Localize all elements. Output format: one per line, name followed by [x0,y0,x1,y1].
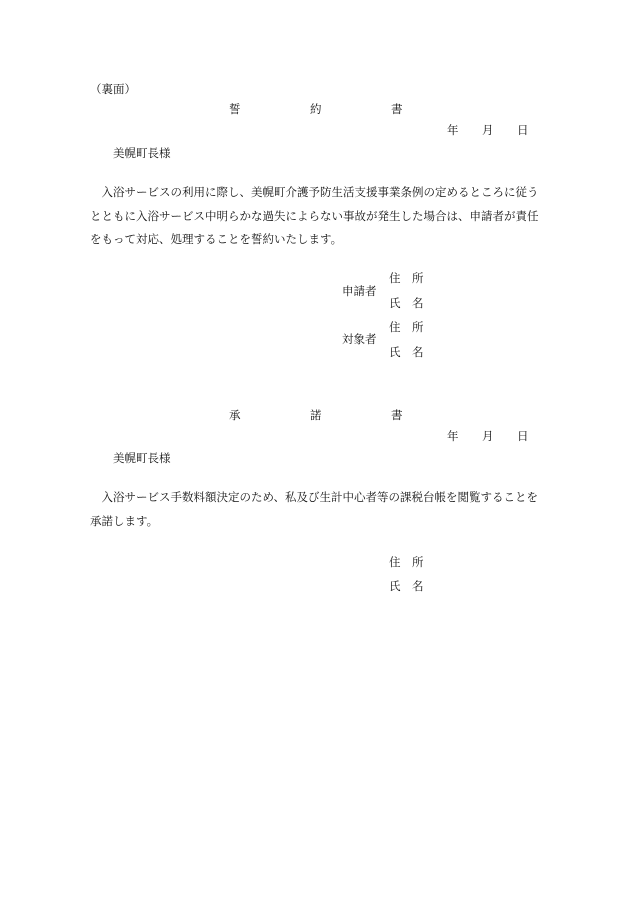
oath-body-line: 入浴サービスの利用に際し、美幌町介護予防生活支援事業条例の定めるところに従う [90,185,539,199]
oath-date-year: 年 [447,123,459,137]
oath-title-char-3: 書 [391,102,403,116]
subject-name-label: 氏 名 [389,345,424,359]
consent-date-month: 月 [482,429,494,443]
applicant-name-label: 氏 名 [389,296,424,310]
subject-address-label: 住 所 [389,320,424,334]
consent-title-char-1: 承 [229,408,241,422]
oath-title-char-1: 誓 [229,102,241,116]
oath-body-line: をもって対応、処理することを誓約いたします。 [90,232,343,246]
consent-date-day: 日 [517,429,529,443]
oath-body [90,181,554,252]
oath-body-line: とともに入浴サービス中明らかな過失によらない事故が発生した場合は、申請者が責任 [90,208,539,223]
oath-date-day: 日 [517,123,529,137]
consent-title-char-2: 諾 [310,408,322,422]
applicant-label: 申請者 [342,284,377,298]
consent-date-year: 年 [447,429,459,443]
subject-label: 対象者 [342,332,377,346]
signer-address-label: 住 所 [389,555,424,569]
applicant-address-label: 住 所 [389,271,424,285]
oath-addressee: 美幌町長様 [113,146,171,160]
signer-name-label: 氏 名 [389,579,424,593]
consent-body-line: 承諾します。 [90,513,159,528]
consent-body [90,486,554,533]
oath-title-char-2: 約 [310,102,322,116]
consent-body-line: 入浴サービス手数料額決定のため、私及び生計中心者等の課税台帳を閲覧することを [90,490,539,504]
consent-title-char-3: 書 [391,408,403,422]
consent-addressee: 美幌町長様 [113,451,171,465]
back-side-label: （裏面） [90,82,136,96]
oath-date-month: 月 [482,123,494,137]
